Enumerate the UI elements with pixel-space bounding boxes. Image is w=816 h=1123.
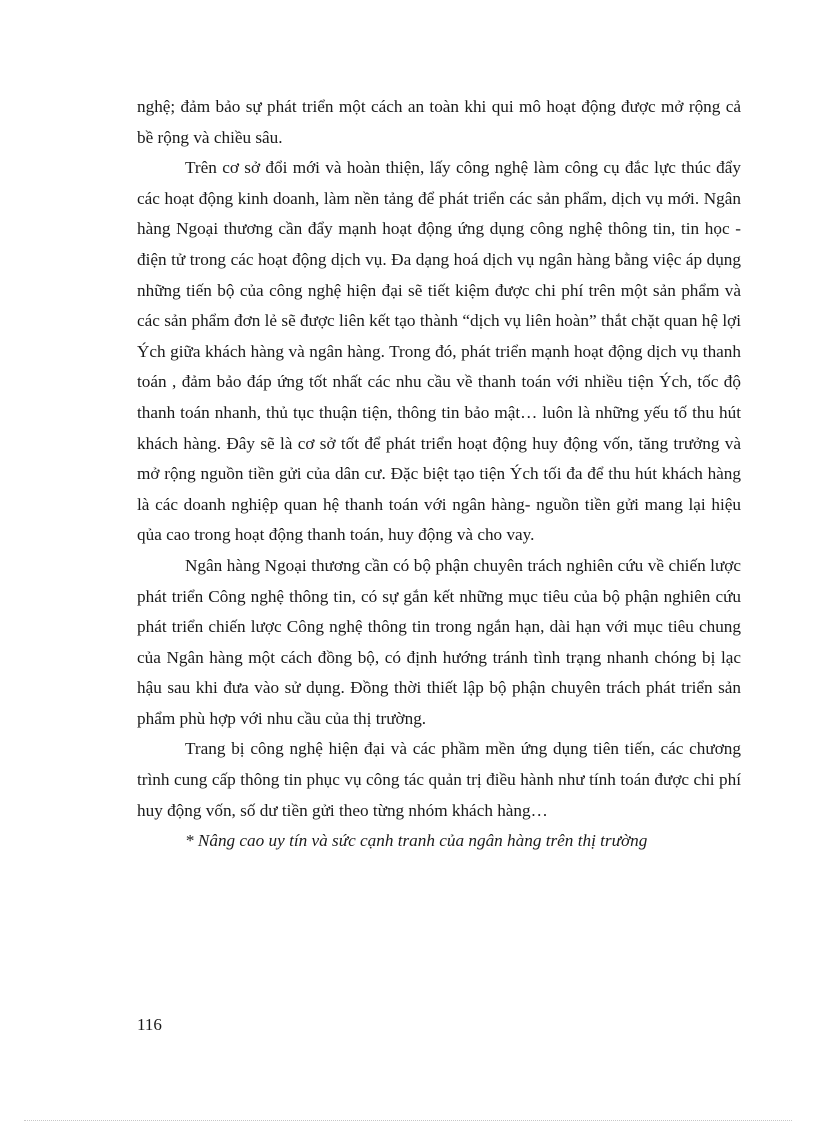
section-subheading: * Nâng cao uy tín và sức cạnh tranh của ngân hàng trên thị trường <box>185 831 648 851</box>
footer-dotted-divider <box>24 1120 792 1121</box>
paragraph-modern-equipment: Trang bị công nghệ hiện đại và các phầm mền ứng dụng tiên tiến, các chương trình cung cấp thông tin phục vụ công tác quản trị điều hành như tính toán được chi phí huy động vốn, số dư tiền gửi theo từng nhóm khách hàng… <box>137 739 741 820</box>
paragraph-continuation: nghệ; đảm bảo sự phát triển một cách an toàn khi qui mô hoạt động được mở rộng cả bề rộng và chiều sâu. <box>137 97 741 147</box>
paragraph-technology-innovation: Trên cơ sở đổi mới và hoàn thiện, lấy công nghệ làm công cụ đắc lực thúc đẩy các hoạt động kinh doanh, làm nền tảng để phát triển các sản phẩm, dịch vụ mới. Ngân hàng Ngoại thương cần đẩy mạnh hoạt động ứng dụng công nghệ thông tin, tin học - điện tử trong các hoạt động dịch vụ. Đa dạng hoá dịch vụ ngân hàng bằng việc áp dụng những tiến bộ của công nghệ hiện đại sẽ tiết kiệm được chi phí trên một sản phẩm và các sản phẩm đơn lẻ sẽ được liên kết tạo thành “dịch vụ liên hoàn” thắt chặt quan hệ lợi Ých giữa khách hàng và ngân hàng. Trong đó, phát triển mạnh hoạt động dịch vụ thanh toán , đảm bảo đáp ứng tốt nhất các nhu cầu về thanh toán với nhiều tiện Ých, tốc độ thanh toán nhanh, thủ tục thuận tiện, thông tin bảo mật… luôn là những yếu tố thu hút khách hàng. Đây sẽ là cơ sở tốt để phát triển hoạt động huy động vốn, tăng trưởng và mở rộng nguồn tiền gửi của dân cư. Đặc biệt tạo tiện Ých tối đa để thu hút khách hàng là các doanh nghiệp quan hệ thanh toán với ngân hàng- nguồn tiền gửi mang lại hiệu qủa cao trong hoạt động thanh toán, huy động và cho vay. <box>137 158 741 545</box>
body-text <box>137 92 741 857</box>
page-number: 116 <box>137 1015 162 1034</box>
paragraph-it-strategy-department: Ngân hàng Ngoại thương cần có bộ phận chuyên trách nghiên cứu về chiến lược phát triển Công nghệ thông tin, có sự gắn kết những mục tiêu của bộ phận nghiên cứu phát triển chiến lược Công nghệ thông tin trong ngắn hạn, dài hạn với mục tiêu chung của Ngân hàng một cách đồng bộ, có định hướng tránh tình trạng nhanh chóng bị lạc hậu sau khi đưa vào sử dụng. Đồng thời thiết lập bộ phận chuyên trách phát triển sản phẩm phù hợp với nhu cầu của thị trường. <box>137 555 741 728</box>
